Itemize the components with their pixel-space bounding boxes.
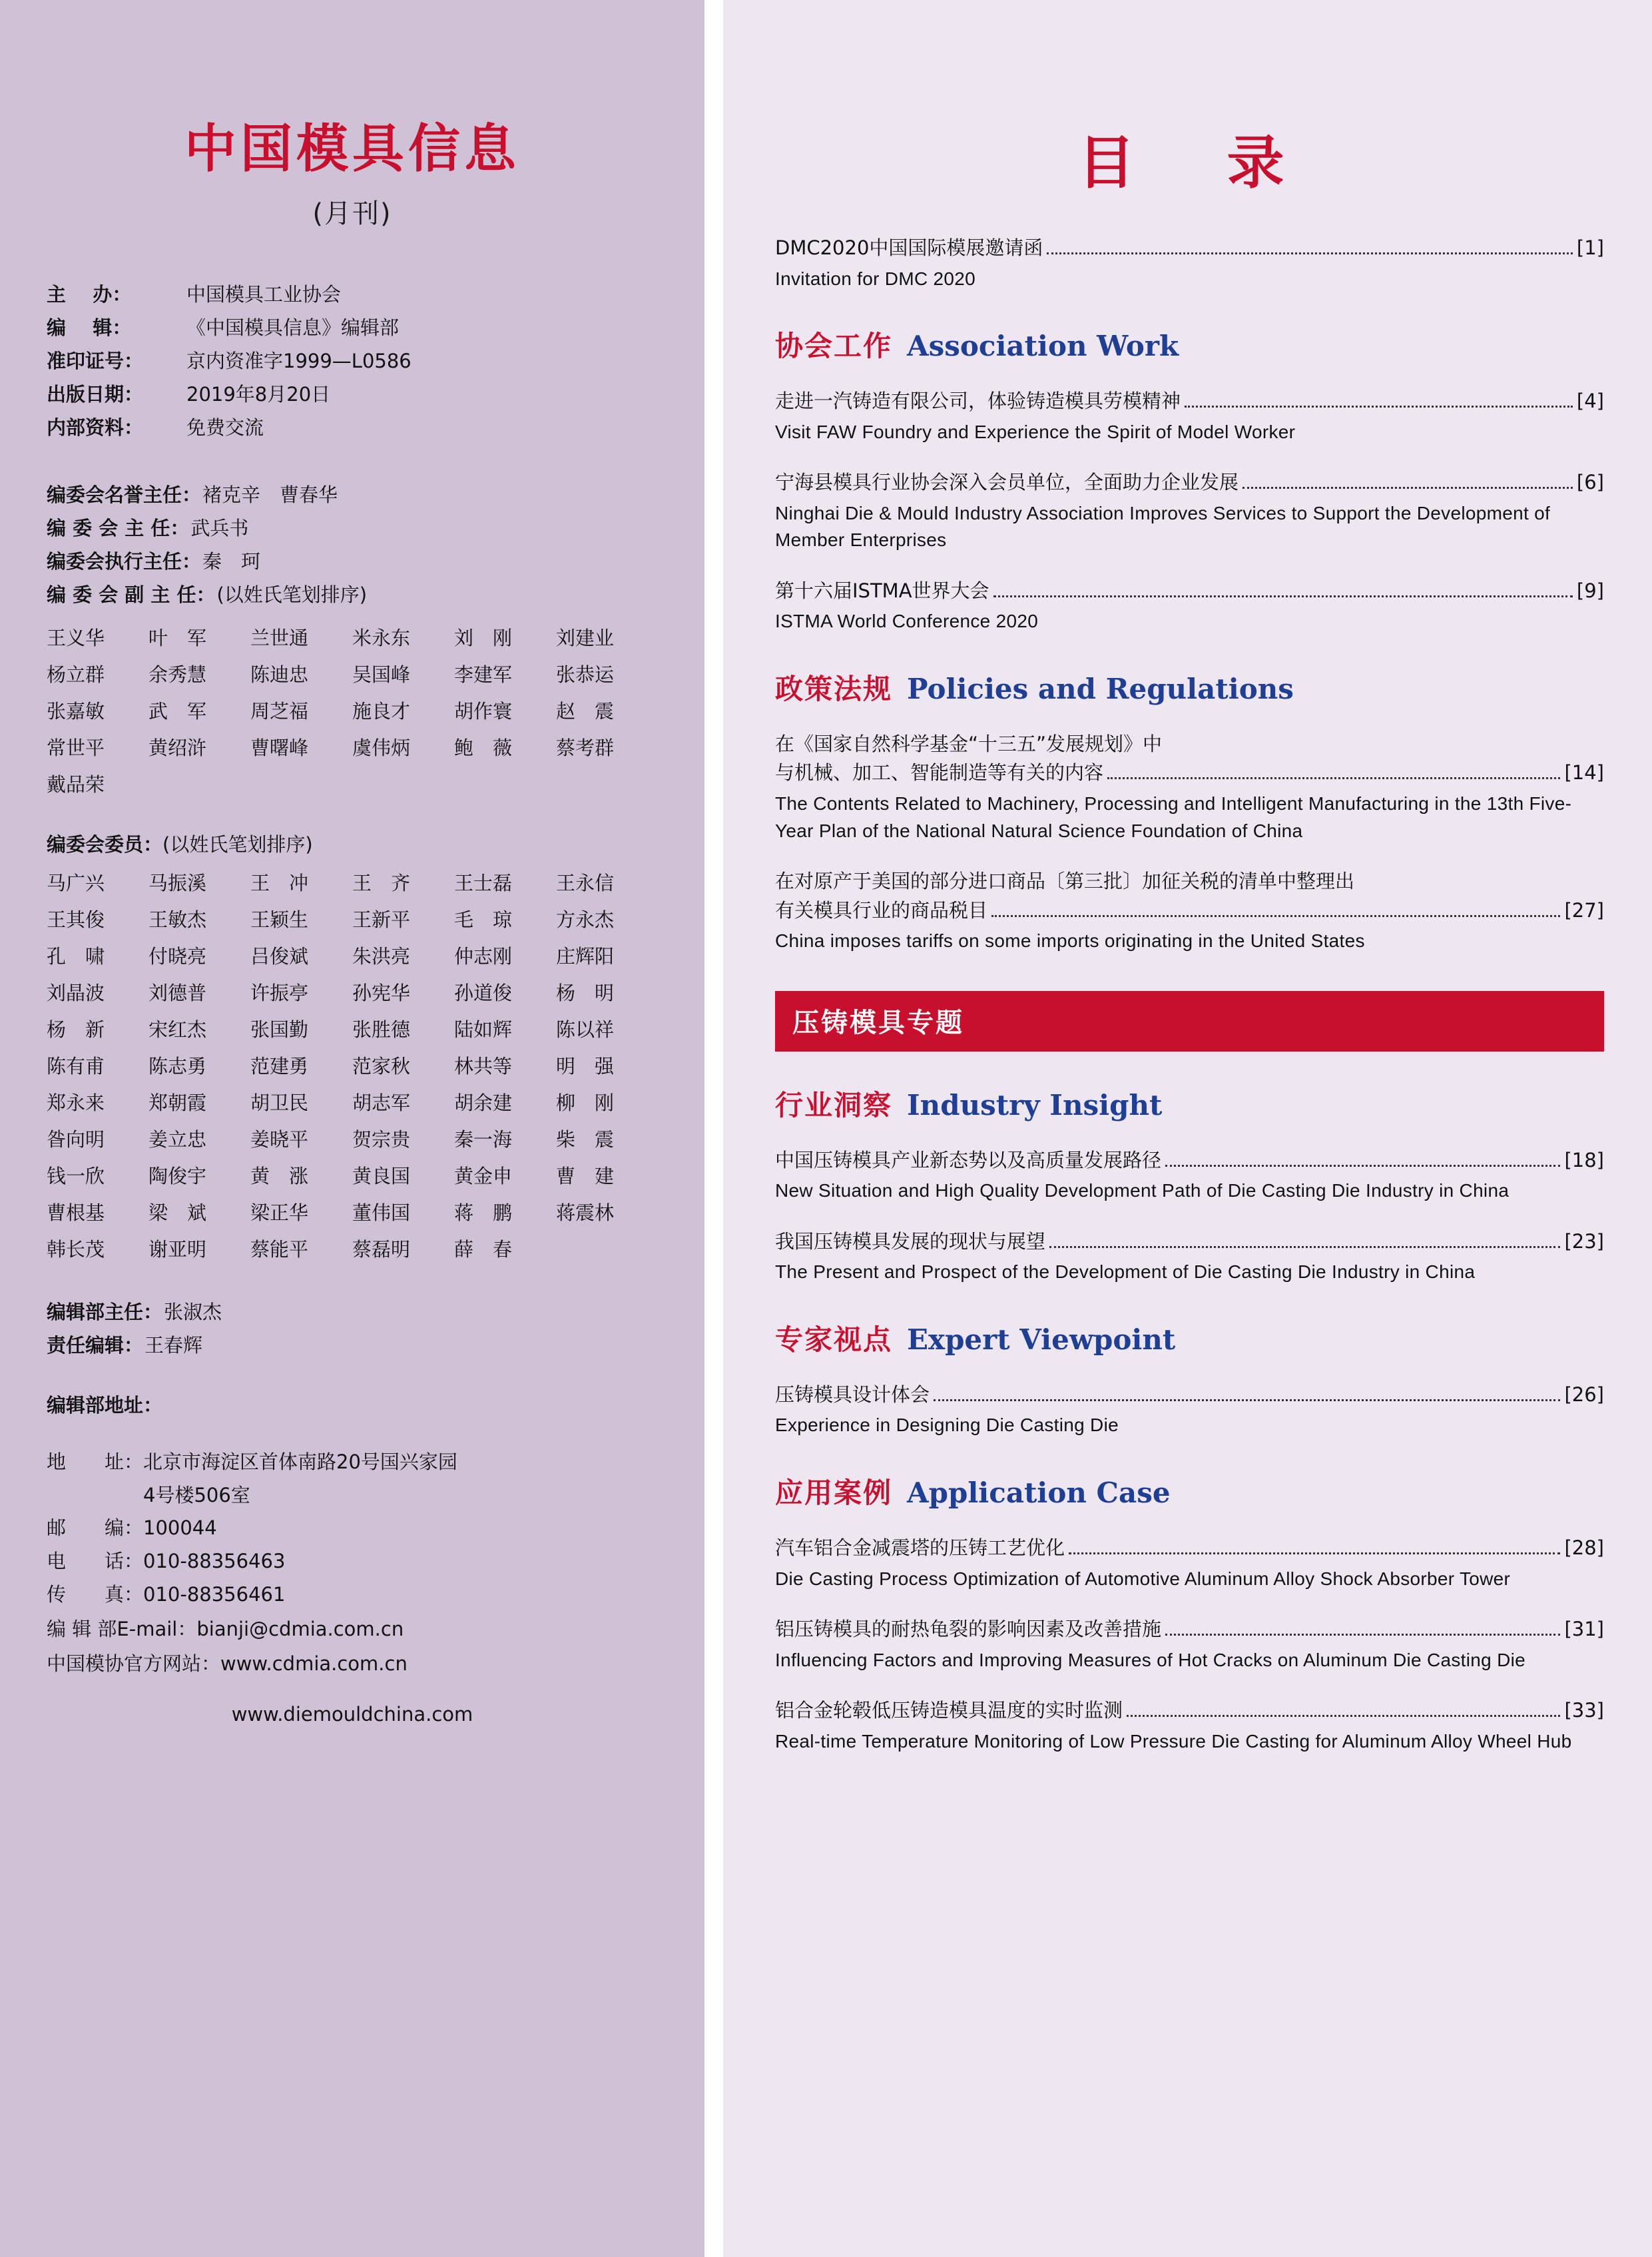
name-cell: 秦一海 xyxy=(454,1128,513,1151)
toc-page-number: [31] xyxy=(1564,1618,1604,1641)
toc-leader-dots xyxy=(1047,252,1573,254)
toc-category-cn: 协会工作 xyxy=(775,330,893,363)
toc-category-en: Expert Viewpoint xyxy=(907,1323,1176,1356)
name-cell: 薛 春 xyxy=(454,1237,513,1261)
toc-entry-en-title: Influencing Factors and Improving Measures of Hot Cracks on Aluminum Die Casting Die xyxy=(775,1649,1526,1670)
toc-category-en: Association Work xyxy=(907,330,1179,363)
contact-value: 北京市海淀区首体南路20号国兴家园 xyxy=(143,1450,457,1473)
toc-category-heading xyxy=(775,1471,1604,1511)
toc-category-en: Policies and Regulations xyxy=(907,672,1294,705)
name-cell: 董伟国 xyxy=(352,1201,411,1224)
name-cell: 梁正华 xyxy=(250,1201,309,1224)
name-cell: 武 军 xyxy=(148,699,207,723)
name-cell: 施良才 xyxy=(352,699,411,723)
toc-entry[interactable] xyxy=(775,1696,1604,1755)
toc-entry[interactable] xyxy=(775,1227,1604,1286)
name-cell: 毛 琼 xyxy=(454,908,513,931)
contact-address-line2: 4号楼506室 xyxy=(143,1483,250,1506)
name-cell: 林共等 xyxy=(454,1054,513,1078)
toc-page-number: [18] xyxy=(1564,1148,1604,1171)
toc-entry-en-title: Visit FAW Foundry and Experience the Spirit of Model Worker xyxy=(775,421,1296,442)
name-cell: 付晓亮 xyxy=(148,944,207,968)
toc-entry-cn-title: 铝合金轮毂低压铸造模具温度的实时监测 xyxy=(775,1699,1123,1722)
board-value: 秦 珂 xyxy=(202,550,261,573)
name-cell: 黄金申 xyxy=(454,1164,513,1187)
contact-row-postcode xyxy=(47,1512,658,1545)
toc-entry[interactable] xyxy=(775,1381,1604,1439)
name-cell: 张嘉敏 xyxy=(47,699,105,723)
name-cell: 陈迪忠 xyxy=(250,663,309,686)
name-cell: 朱洪亮 xyxy=(352,944,411,968)
masthead xyxy=(47,0,658,230)
name-cell: 王其俊 xyxy=(47,908,105,931)
imprint-value: 免费交流 xyxy=(186,416,264,439)
toc-entry[interactable] xyxy=(775,577,1604,635)
toc-leader-dots xyxy=(993,595,1573,597)
name-cell: 刘晶波 xyxy=(47,981,105,1004)
board-row xyxy=(47,545,658,579)
toc-entry-cn-row xyxy=(775,1534,1604,1563)
toc-entry-cn-row xyxy=(775,387,1604,416)
members-name-grid xyxy=(47,864,658,1267)
contact-block xyxy=(47,1446,658,1732)
column-divider xyxy=(704,0,723,2257)
name-cell: 陆如辉 xyxy=(454,1018,513,1041)
contact-value: 010-88356463 xyxy=(143,1550,286,1573)
toc-page-number: [1] xyxy=(1576,236,1604,259)
name-cell: 王新平 xyxy=(352,908,411,931)
toc-entry[interactable] xyxy=(775,468,1604,554)
toc-page-number: [14] xyxy=(1564,761,1604,785)
name-cell: 孙宪华 xyxy=(352,981,411,1004)
vice-chair-note: (以姓氏笔划排序) xyxy=(216,583,368,606)
toc-entry-cn-title: 有关模具行业的商品税目 xyxy=(775,898,988,922)
name-cell: 柴 震 xyxy=(556,1128,615,1151)
name-cell: 马振溪 xyxy=(148,871,207,894)
toc-entry-cn-title: 中国压铸模具产业新态势以及高质量发展路径 xyxy=(775,1148,1162,1171)
address-heading: 编辑部地址： xyxy=(47,1393,163,1417)
name-cell: 黄良国 xyxy=(352,1164,411,1187)
name-cell: 吴国峰 xyxy=(352,663,411,686)
board-key: 编委会名誉主任： xyxy=(47,484,202,507)
toc-entry-cn-row xyxy=(775,468,1604,497)
toc-entry-en-title: The Contents Related to Machinery, Processing and Intelligent Manufacturing in the 13th Five-Year Plan of the National Natural Science Foundation of China xyxy=(775,793,1572,841)
name-cell: 王 齐 xyxy=(352,871,411,894)
name-cell: 梁 斌 xyxy=(148,1201,207,1224)
name-cell: 张国勤 xyxy=(250,1018,309,1041)
name-cell: 虞伟炳 xyxy=(352,736,411,759)
name-cell: 谢亚明 xyxy=(148,1237,207,1261)
name-cell: 郑朝霞 xyxy=(148,1091,207,1114)
name-cell: 王 冲 xyxy=(250,871,309,894)
toc-entry-cn-line1: 在对原产于美国的部分进口商品〔第三批〕加征关税的清单中整理出 xyxy=(775,870,1355,893)
toc-category-cn: 行业洞察 xyxy=(775,1088,893,1122)
name-cell: 贺宗贵 xyxy=(352,1128,411,1151)
name-cell: 胡卫民 xyxy=(250,1091,309,1114)
contact-value: 010-88356461 xyxy=(143,1583,286,1606)
name-cell: 王颖生 xyxy=(250,908,309,931)
toc-entry-cn-row xyxy=(775,234,1604,263)
name-cell: 蒋震林 xyxy=(556,1201,615,1224)
toc-entry-cn-title: 压铸模具设计体会 xyxy=(775,1383,930,1406)
toc-entry-cn-row xyxy=(775,1381,1604,1410)
toc-entry[interactable] xyxy=(775,1615,1604,1674)
toc-entry-en-title: Real-time Temperature Monitoring of Low Pressure Die Casting for Aluminum Alloy Wheel Hub xyxy=(775,1730,1572,1752)
members-note: (以姓氏笔划排序) xyxy=(162,832,313,856)
toc-entry-cn-title: DMC2020中国国际模展邀请函 xyxy=(775,236,1043,259)
name-cell: 王义华 xyxy=(47,626,105,649)
toc-entry[interactable] xyxy=(775,867,1604,955)
name-cell: 叶 军 xyxy=(148,626,207,649)
vice-chair-name-grid xyxy=(47,619,658,802)
editorial-staff-value: 张淑杰 xyxy=(164,1300,222,1323)
name-cell: 韩长茂 xyxy=(47,1237,105,1261)
toc-category-cn: 专家视点 xyxy=(775,1323,893,1356)
toc-page-number: [9] xyxy=(1576,579,1604,602)
name-cell: 昝向明 xyxy=(47,1128,105,1151)
contact-key: 传 真： xyxy=(47,1583,144,1606)
toc-page-number: [28] xyxy=(1564,1536,1604,1560)
name-cell: 吕俊斌 xyxy=(250,944,309,968)
name-cell: 刘 刚 xyxy=(454,626,513,649)
contact-official-site[interactable]: 中国模协官方网站：www.cdmia.com.cn xyxy=(47,1652,408,1675)
toc-entry-cn-row xyxy=(775,577,1604,606)
members-heading xyxy=(47,830,658,857)
name-cell: 李建军 xyxy=(454,663,513,686)
name-cell: 方永杰 xyxy=(556,908,615,931)
board-row xyxy=(47,512,658,545)
imprint-value: 2019年8月20日 xyxy=(186,382,331,406)
board-value: 褚克辛 曹春华 xyxy=(202,484,338,507)
name-cell: 黄绍浒 xyxy=(148,736,207,759)
toc-entry[interactable] xyxy=(775,1146,1604,1205)
toc-entry-cn-title: 第十六届ISTMA世界大会 xyxy=(775,579,989,602)
contact-key: 电 话： xyxy=(47,1550,144,1573)
contact-row-phone xyxy=(47,1545,658,1578)
toc-list xyxy=(775,234,1604,1755)
name-cell: 周芝福 xyxy=(250,699,309,723)
imprint-key: 编 辑： xyxy=(47,316,132,339)
toc-category-cn: 政策法规 xyxy=(775,672,893,705)
name-cell: 蔡考群 xyxy=(556,736,615,759)
toc-category-heading xyxy=(775,1318,1604,1358)
toc-category-en: Application Case xyxy=(907,1476,1171,1510)
contact-website[interactable]: www.diemouldchina.com xyxy=(231,1702,473,1726)
board-key: 编委会执行主任： xyxy=(47,550,202,573)
name-cell: 钱一欣 xyxy=(47,1164,105,1187)
toc-entry[interactable] xyxy=(775,730,1604,844)
name-cell: 姜立忠 xyxy=(148,1128,207,1151)
toc-entry-cn-title: 汽车铝合金减震塔的压铸工艺优化 xyxy=(775,1536,1065,1560)
imprint-key: 主 办： xyxy=(47,283,132,306)
name-cell: 常世平 xyxy=(47,736,105,759)
table-of-contents-column xyxy=(723,0,1652,2257)
toc-leader-dots xyxy=(1107,777,1560,779)
toc-leader-dots xyxy=(934,1399,1560,1401)
imprint-block xyxy=(47,278,658,444)
name-cell: 范家秋 xyxy=(352,1054,411,1078)
name-cell: 黄 涨 xyxy=(250,1164,309,1187)
imprint-row xyxy=(47,345,658,378)
toc-entry-en-title: Die Casting Process Optimization of Automotive Aluminum Alloy Shock Absorber Tower xyxy=(775,1568,1511,1589)
toc-entry-en-title: ISTMA World Conference 2020 xyxy=(775,611,1039,632)
editorial-staff-row xyxy=(47,1296,658,1329)
toc-leader-dots xyxy=(1049,1246,1560,1248)
name-cell: 王敏杰 xyxy=(148,908,207,931)
name-cell: 鲍 薇 xyxy=(454,736,513,759)
toc-special-topic-banner: 压铸模具专题 xyxy=(775,991,1604,1052)
name-cell: 王士磊 xyxy=(454,871,513,894)
toc-entry[interactable] xyxy=(775,234,1604,292)
name-cell: 张恭运 xyxy=(556,663,615,686)
imprint-row xyxy=(47,278,658,312)
vice-chair-heading xyxy=(47,579,658,612)
toc-leader-dots xyxy=(1242,487,1573,489)
toc-category-heading xyxy=(775,667,1604,707)
toc-entry-en-title: Experience in Designing Die Casting Die xyxy=(775,1415,1119,1436)
name-cell: 米永东 xyxy=(352,626,411,649)
name-cell: 余秀慧 xyxy=(148,663,207,686)
name-cell: 胡作寰 xyxy=(454,699,513,723)
toc-entry-cn-row xyxy=(775,1615,1604,1644)
name-cell: 宋红杰 xyxy=(148,1018,207,1041)
name-cell: 陈有甫 xyxy=(47,1054,105,1078)
toc-category-cn: 应用案例 xyxy=(775,1476,893,1510)
name-cell: 张胜德 xyxy=(352,1018,411,1041)
toc-entry-cn-row xyxy=(775,1696,1604,1726)
board-key: 编 委 会 主 任： xyxy=(47,517,190,540)
editorial-staff-row xyxy=(47,1329,658,1363)
name-cell: 兰世通 xyxy=(250,626,309,649)
name-cell: 刘德普 xyxy=(148,981,207,1004)
toc-entry-cn-title: 与机械、加工、智能制造等有关的内容 xyxy=(775,761,1104,785)
toc-page-number: [4] xyxy=(1576,390,1604,413)
name-cell: 王永信 xyxy=(556,871,615,894)
toc-entry-cn-title: 宁海县模具行业协会深入会员单位，全面助力企业发展 xyxy=(775,471,1239,494)
contact-key: 邮 编： xyxy=(47,1516,144,1540)
toc-page-number: [23] xyxy=(1564,1229,1604,1253)
toc-page-number: [26] xyxy=(1564,1383,1604,1406)
imprint-value: 《中国模具信息》编辑部 xyxy=(186,316,400,339)
name-cell: 蔡磊明 xyxy=(352,1237,411,1261)
toc-leader-dots xyxy=(1069,1552,1560,1554)
name-cell: 许振亭 xyxy=(250,981,309,1004)
toc-category-heading xyxy=(775,324,1604,364)
toc-entry[interactable] xyxy=(775,387,1604,446)
toc-leader-dots xyxy=(1165,1165,1560,1167)
name-cell: 马广兴 xyxy=(47,871,105,894)
board-row xyxy=(47,479,658,512)
colophon-column xyxy=(0,0,704,2257)
name-cell: 明 强 xyxy=(556,1054,615,1078)
name-cell: 胡余建 xyxy=(454,1091,513,1114)
imprint-value: 中国模具工业协会 xyxy=(186,283,342,306)
imprint-key: 准印证号： xyxy=(47,349,144,372)
toc-entry-cn-line1: 在《国家自然科学基金“十三五”发展规划》中 xyxy=(775,732,1163,755)
name-cell: 杨立群 xyxy=(47,663,105,686)
toc-entry-cn-title: 我国压铸模具发展的现状与展望 xyxy=(775,1229,1046,1253)
toc-entry-cn-row xyxy=(775,759,1604,788)
name-cell: 戴品荣 xyxy=(47,773,105,796)
name-cell: 胡志军 xyxy=(352,1091,411,1114)
toc-page-number: [33] xyxy=(1564,1699,1604,1722)
toc-entry-en-title: New Situation and High Quality Development Path of Die Casting Die Industry in China xyxy=(775,1180,1510,1201)
name-cell: 赵 震 xyxy=(556,699,615,723)
contact-key: 地 址： xyxy=(47,1450,144,1473)
name-cell: 郑永来 xyxy=(47,1091,105,1114)
imprint-key: 出版日期： xyxy=(47,382,144,406)
editorial-staff-block xyxy=(47,1296,658,1363)
magazine-frequency: (月刊) xyxy=(312,198,392,229)
toc-leader-dots xyxy=(1127,1715,1560,1717)
toc-entry-cn-row xyxy=(775,1146,1604,1175)
toc-leader-dots xyxy=(1185,406,1573,408)
name-cell: 庄辉阳 xyxy=(556,944,615,968)
imprint-key: 内部资料： xyxy=(47,416,144,439)
name-cell: 姜晓平 xyxy=(250,1128,309,1151)
editorial-staff-value: 王春辉 xyxy=(144,1333,203,1357)
toc-entry-cn-title: 铝压铸模具的耐热龟裂的影响因素及改善措施 xyxy=(775,1618,1162,1641)
toc-leader-dots xyxy=(1165,1634,1560,1636)
name-cell: 陈志勇 xyxy=(148,1054,207,1078)
magazine-title: 中国模具信息 xyxy=(184,119,520,179)
toc-entry-en-title: The Present and Prospect of the Development of Die Casting Die Industry in China xyxy=(775,1261,1476,1283)
editorial-staff-key: 编辑部主任： xyxy=(47,1300,163,1323)
contact-row-address xyxy=(47,1446,658,1479)
editorial-board-block xyxy=(47,479,658,612)
toc-entry-cn-title: 走进一汽铸造有限公司，体验铸造模具劳模精神 xyxy=(775,390,1181,413)
name-cell: 柳 刚 xyxy=(556,1091,615,1114)
toc-page-number: [6] xyxy=(1576,471,1604,494)
toc-title: 目 录 xyxy=(1077,129,1302,196)
name-cell: 曹根基 xyxy=(47,1201,105,1224)
contact-value: 100044 xyxy=(143,1516,217,1540)
name-cell: 范建勇 xyxy=(250,1054,309,1078)
name-cell: 孙道俊 xyxy=(454,981,513,1004)
name-cell: 孔 啸 xyxy=(47,944,105,968)
toc-entry-cn-row xyxy=(775,1227,1604,1257)
contact-row-fax xyxy=(47,1578,658,1612)
vice-chair-label: 编 委 会 副 主 任： xyxy=(47,583,216,606)
imprint-row xyxy=(47,312,658,345)
contact-email[interactable]: 编 辑 部E-mail：bianji@cdmia.com.cn xyxy=(47,1618,404,1640)
toc-entry-en-title: China imposes tariffs on some imports originating in the United States xyxy=(775,930,1365,952)
imprint-row xyxy=(47,378,658,412)
name-cell: 杨 明 xyxy=(556,981,615,1004)
name-cell: 曹曙峰 xyxy=(250,736,309,759)
members-label: 编委会委员： xyxy=(47,832,163,856)
toc-entry-cn-row xyxy=(775,896,1604,926)
toc-entry-en-title: Invitation for DMC 2020 xyxy=(775,268,976,289)
name-cell: 仲志刚 xyxy=(454,944,513,968)
name-cell: 陶俊宇 xyxy=(148,1164,207,1187)
name-cell: 蒋 鹏 xyxy=(454,1201,513,1224)
name-cell: 刘建业 xyxy=(556,626,615,649)
editorial-staff-key: 责任编辑： xyxy=(47,1333,144,1357)
imprint-value: 京内资准字1999—L0586 xyxy=(186,349,412,372)
toc-category-en: Industry Insight xyxy=(907,1088,1163,1122)
toc-entry-en-title: Ninghai Die & Mould Industry Association Improves Services to Support the Development of Member Enterprises xyxy=(775,502,1551,551)
toc-leader-dots xyxy=(991,915,1560,917)
imprint-row xyxy=(47,412,658,445)
name-cell: 曹 建 xyxy=(556,1164,615,1187)
toc-page-number: [27] xyxy=(1564,898,1604,922)
toc-category-heading xyxy=(775,1084,1604,1124)
name-cell: 杨 新 xyxy=(47,1018,105,1041)
board-value: 武兵书 xyxy=(190,517,249,540)
name-cell: 陈以祥 xyxy=(556,1018,615,1041)
name-cell: 蔡能平 xyxy=(250,1237,309,1261)
toc-entry[interactable] xyxy=(775,1534,1604,1592)
